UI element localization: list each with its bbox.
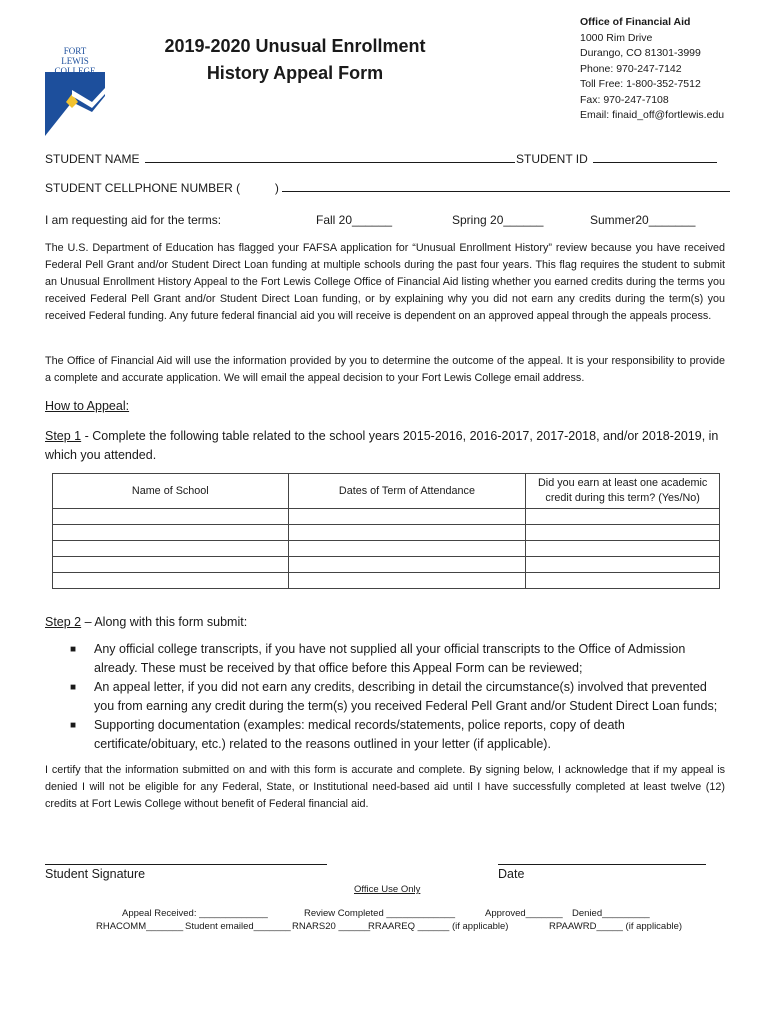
student-name-label: STUDENT NAME <box>45 152 140 166</box>
header-credit: Did you earn at least one academic credit during this term? (Yes/No) <box>526 474 720 509</box>
cellphone-field[interactable] <box>282 179 730 192</box>
step-1 <box>45 427 735 465</box>
list-item-text: Supporting documentation (examples: medical records/statements, police reports, copy of death certificate/obituary, etc.) related to the reasons outlined in your letter (if applicable). <box>94 718 625 751</box>
office-use-title: Office Use Only <box>354 884 421 895</box>
date-line[interactable] <box>498 864 706 865</box>
cell-school[interactable] <box>53 525 289 541</box>
cell-dates[interactable] <box>288 509 526 525</box>
square-bullet-icon: ■ <box>70 682 77 693</box>
term-spring[interactable]: Spring 20______ <box>452 213 544 227</box>
certification-statement: I certify that the information submitted on and with this form is accurate and complete. By signing below, I acknowledge that if my appeal is denied I will not be eligible for any Federal, State, or Institutional need-based aid until I have successfully completed at least twelve (12) credits at Fort Lewis College without benefit of Federal financial aid. <box>45 764 725 810</box>
step-1-text: - Complete the following table related to the school years 2015-2016, 2016-2017, 2017-2018, and/or 2018-2019, in which you attended. <box>45 429 719 462</box>
date-label: Date <box>498 867 525 881</box>
cell-credit[interactable] <box>526 573 720 589</box>
cell-dates[interactable] <box>288 573 526 589</box>
list-item <box>70 678 730 716</box>
approved: Approved_______ <box>485 908 563 919</box>
header-dates: Dates of Term of Attendance <box>288 474 526 509</box>
area-code-field[interactable] <box>243 180 271 192</box>
cell-dates[interactable] <box>288 525 526 541</box>
cell-school[interactable] <box>53 573 289 589</box>
cell-school[interactable] <box>53 557 289 573</box>
term-summer[interactable]: Summer20_______ <box>590 213 696 227</box>
office-name: Office of Financial Aid <box>580 16 691 28</box>
table-row <box>53 525 720 541</box>
contact-block <box>580 15 724 124</box>
list-item <box>70 716 730 754</box>
cellphone-row <box>45 179 730 195</box>
cell-dates[interactable] <box>288 557 526 573</box>
list-item-text: Any official college transcripts, if you have not supplied all your official transcripts to the Office of Admission already. These must be received by that office before this Appeal Form can be reviewed; <box>94 642 686 675</box>
step-2-text: – Along with this form submit: <box>81 615 248 629</box>
logo-text: FORT LEWIS COLLEGE <box>54 46 96 76</box>
student-id-field[interactable] <box>593 150 717 163</box>
how-to-appeal-heading: How to Appeal: <box>45 399 130 413</box>
enrollment-history-table <box>52 473 720 589</box>
student-name-row <box>45 150 515 166</box>
college-logo <box>44 42 106 138</box>
rpaawrd: RPAAWRD_____ (if applicable) <box>549 921 683 932</box>
student-id-label: STUDENT ID <box>516 152 588 166</box>
rnars: RNARS20 ______ <box>292 921 371 932</box>
phone: Phone: 970-247-7142 <box>580 62 682 75</box>
rraareq: RRAAREQ ______ (if applicable) <box>368 921 509 932</box>
cell-credit[interactable] <box>526 557 720 573</box>
form-title <box>130 33 460 87</box>
student-signature-line[interactable] <box>45 864 327 865</box>
terms-label: I am requesting aid for the terms: <box>45 213 222 227</box>
list-item <box>70 640 730 678</box>
intro-paragraph-1: The U.S. Department of Education has flagged your FAFSA application for “Unusual Enrollment History” review because you have received Federal Pell Grant and/or Student Direct Loan funding at multiple schools during the past four years. This flag requires the student to submit an Unusual Enrollment History Appeal to the Fort Lewis College Office of Financial Aid listing whether you earned credits during the terms you received Federal Pell Grant and/or Student Direct Loan funding, or by explaining why you did not earn any credits during the term(s) you received Federal funding. Any future federal financial aid you will receive is dependent on an approved appeal through the appeals process. <box>45 242 725 322</box>
cell-school[interactable] <box>53 541 289 557</box>
fax: Fax: 970-247-7108 <box>580 93 669 106</box>
table-row <box>53 541 720 557</box>
square-bullet-icon: ■ <box>70 720 77 731</box>
street-address: 1000 Rim Drive <box>580 31 653 44</box>
student-id-row <box>516 150 717 166</box>
rhacomm: RHACOMM_______ <box>96 921 184 932</box>
student-emailed: Student emailed_______ <box>185 921 291 932</box>
cell-credit[interactable] <box>526 525 720 541</box>
square-bullet-icon: ■ <box>70 644 77 655</box>
email: Email: finaid_off@fortlewis.edu <box>580 109 725 121</box>
table-row <box>53 509 720 525</box>
intro-paragraph-2: The Office of Financial Aid will use the information provided by you to determine the outcome of the appeal. It is your responsibility to provide a complete and accurate application. We will email the appeal decision to your Fort Lewis College email address. <box>45 355 725 384</box>
step-1-label: Step 1 <box>45 429 82 443</box>
toll-free: Toll Free: 1-800-352-7512 <box>580 78 701 90</box>
list-item-text: An appeal letter, if you did not earn any credits, describing in detail the circumstance(s) involved that prevented you from earning any credit during the term(s) you received Federal Pell Grant and/or Student Direct Loan funds; <box>94 680 718 713</box>
student-name-field[interactable] <box>145 150 515 163</box>
step-2 <box>45 613 735 632</box>
denied: Denied_________ <box>572 908 650 919</box>
review-completed: Review Completed _____________ <box>304 908 456 919</box>
term-fall[interactable]: Fall 20______ <box>316 213 393 227</box>
required-documents-list <box>70 640 730 754</box>
title-line-1: 2019-2020 Unusual Enrollment <box>164 36 426 56</box>
cell-credit[interactable] <box>526 509 720 525</box>
city-address: Durango, CO 81301-3999 <box>580 47 701 59</box>
step-2-label: Step 2 <box>45 615 82 629</box>
table-header-row <box>53 474 720 509</box>
cell-dates[interactable] <box>288 541 526 557</box>
title-line-2: History Appeal Form <box>206 63 384 83</box>
cell-credit[interactable] <box>526 541 720 557</box>
table-row <box>53 573 720 589</box>
student-signature-label: Student Signature <box>45 867 146 881</box>
table-row <box>53 557 720 573</box>
cellphone-close-paren: ) <box>274 181 279 195</box>
header-school: Name of School <box>53 474 289 509</box>
appeal-received: Appeal Received: _____________ <box>122 908 268 919</box>
cellphone-label: STUDENT CELLPHONE NUMBER ( <box>45 181 241 195</box>
cell-school[interactable] <box>53 509 289 525</box>
